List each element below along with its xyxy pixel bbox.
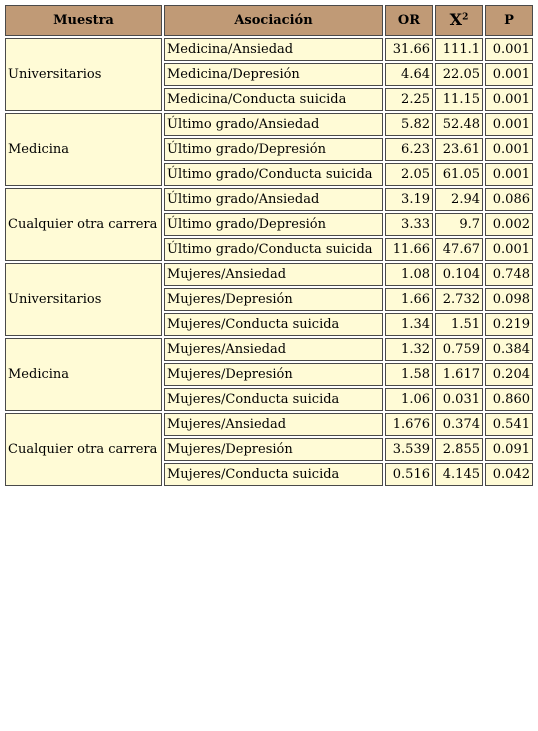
chi-squared-cell: 2.94 (435, 188, 483, 211)
or-cell: 1.08 (385, 263, 433, 286)
header-chi-base: X (449, 10, 463, 29)
or-cell: 5.82 (385, 113, 433, 136)
muestra-cell: Cualquier otra carrera (5, 188, 162, 261)
or-cell: 6.23 (385, 138, 433, 161)
chi-squared-cell: 1.617 (435, 363, 483, 386)
p-value-cell: 0.001 (485, 38, 533, 61)
or-cell: 1.676 (385, 413, 433, 436)
or-cell: 4.64 (385, 63, 433, 86)
p-value-cell: 0.001 (485, 163, 533, 186)
asociacion-cell: Mujeres/Ansiedad (164, 263, 383, 286)
muestra-cell: Cualquier otra carrera (5, 413, 162, 486)
chi-squared-cell: 22.05 (435, 63, 483, 86)
chi-squared-cell: 9.7 (435, 213, 483, 236)
chi-squared-cell: 52.48 (435, 113, 483, 136)
or-cell: 1.32 (385, 338, 433, 361)
p-value-cell: 0.001 (485, 238, 533, 261)
muestra-cell: Medicina (5, 113, 162, 186)
chi-squared-cell: 61.05 (435, 163, 483, 186)
p-value-cell: 0.001 (485, 113, 533, 136)
asociacion-cell: Último grado/Ansiedad (164, 113, 383, 136)
header-chi-squared (435, 5, 483, 36)
asociacion-cell: Último grado/Conducta suicida (164, 238, 383, 261)
chi-squared-cell: 0.104 (435, 263, 483, 286)
p-value-cell: 0.042 (485, 463, 533, 486)
muestra-cell: Medicina (5, 338, 162, 411)
or-cell: 1.58 (385, 363, 433, 386)
table-row (5, 188, 533, 211)
or-cell: 3.539 (385, 438, 433, 461)
chi-squared-cell: 0.031 (435, 388, 483, 411)
header-row (5, 5, 533, 36)
p-value-cell: 0.204 (485, 363, 533, 386)
or-cell: 31.66 (385, 38, 433, 61)
table-row (5, 38, 533, 61)
p-value-cell: 0.001 (485, 138, 533, 161)
p-value-cell: 0.748 (485, 263, 533, 286)
asociacion-cell: Medicina/Depresión (164, 63, 383, 86)
table-row (5, 413, 533, 436)
or-cell: 11.66 (385, 238, 433, 261)
p-value-cell: 0.098 (485, 288, 533, 311)
p-value-cell: 0.091 (485, 438, 533, 461)
or-cell: 0.516 (385, 463, 433, 486)
chi-squared-cell: 2.855 (435, 438, 483, 461)
asociacion-cell: Último grado/Depresión (164, 213, 383, 236)
asociacion-cell: Mujeres/Ansiedad (164, 413, 383, 436)
header-chi-exponent: 2 (462, 12, 469, 23)
or-cell: 3.33 (385, 213, 433, 236)
asociacion-cell: Último grado/Conducta suicida (164, 163, 383, 186)
table-row (5, 338, 533, 361)
header-muestra: Muestra (5, 5, 162, 36)
asociacion-cell: Medicina/Ansiedad (164, 38, 383, 61)
asociacion-cell: Mujeres/Conducta suicida (164, 313, 383, 336)
table-row (5, 113, 533, 136)
chi-squared-cell: 2.732 (435, 288, 483, 311)
muestra-cell: Universitarios (5, 263, 162, 336)
asociacion-cell: Mujeres/Depresión (164, 288, 383, 311)
chi-squared-cell: 0.374 (435, 413, 483, 436)
asociacion-cell: Mujeres/Ansiedad (164, 338, 383, 361)
chi-squared-cell: 0.759 (435, 338, 483, 361)
p-value-cell: 0.219 (485, 313, 533, 336)
muestra-cell: Universitarios (5, 38, 162, 111)
chi-squared-cell: 47.67 (435, 238, 483, 261)
chi-squared-cell: 4.145 (435, 463, 483, 486)
or-cell: 1.06 (385, 388, 433, 411)
p-value-cell: 0.384 (485, 338, 533, 361)
asociacion-cell: Medicina/Conducta suicida (164, 88, 383, 111)
p-value-cell: 0.001 (485, 63, 533, 86)
chi-squared-cell: 23.61 (435, 138, 483, 161)
p-value-cell: 0.086 (485, 188, 533, 211)
table-body (5, 38, 533, 486)
asociacion-cell: Mujeres/Conducta suicida (164, 463, 383, 486)
asociacion-cell: Último grado/Depresión (164, 138, 383, 161)
or-cell: 2.25 (385, 88, 433, 111)
chi-squared-cell: 1.51 (435, 313, 483, 336)
or-cell: 1.66 (385, 288, 433, 311)
asociacion-cell: Mujeres/Depresión (164, 363, 383, 386)
p-value-cell: 0.860 (485, 388, 533, 411)
or-cell: 2.05 (385, 163, 433, 186)
asociacion-cell: Mujeres/Depresión (164, 438, 383, 461)
p-value-cell: 0.541 (485, 413, 533, 436)
p-value-cell: 0.002 (485, 213, 533, 236)
p-value-cell: 0.001 (485, 88, 533, 111)
table-row (5, 263, 533, 286)
chi-squared-cell: 11.15 (435, 88, 483, 111)
or-cell: 3.19 (385, 188, 433, 211)
header-asociacion: Asociación (164, 5, 383, 36)
results-table (3, 3, 535, 488)
asociacion-cell: Mujeres/Conducta suicida (164, 388, 383, 411)
or-cell: 1.34 (385, 313, 433, 336)
header-or: OR (385, 5, 433, 36)
chi-squared-cell: 111.1 (435, 38, 483, 61)
asociacion-cell: Último grado/Ansiedad (164, 188, 383, 211)
header-p: P (485, 5, 533, 36)
